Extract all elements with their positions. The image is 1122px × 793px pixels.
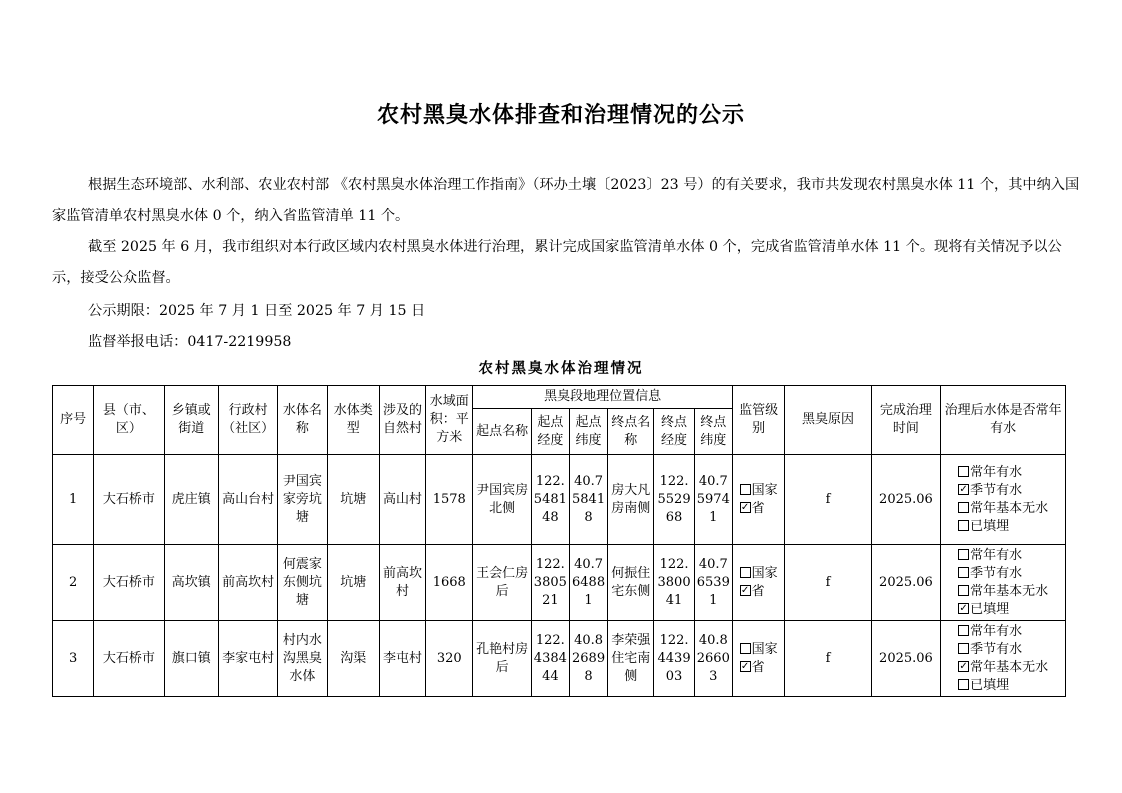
- empty-box-icon: [958, 567, 969, 578]
- level-option: [740, 482, 778, 500]
- header-village: 行政村（社区）: [218, 386, 277, 455]
- status-option: [958, 464, 1048, 482]
- cell-end-lon: 122.380041: [654, 545, 694, 621]
- header-area: 水域面积：平方米: [426, 386, 473, 455]
- status-option: [958, 565, 1048, 583]
- checked-box-icon: [740, 661, 751, 672]
- cell-end-lat: 40.759741: [694, 455, 732, 545]
- status-option: [958, 547, 1048, 565]
- header-end-name: 终点名称: [608, 409, 654, 455]
- status-option: [958, 583, 1048, 601]
- cell-county: 大石桥市: [94, 545, 164, 621]
- cell-village: 李家屯村: [218, 621, 277, 697]
- table-row: [53, 545, 1066, 621]
- status-option: [958, 500, 1048, 518]
- status-option-label: 常年基本无水: [970, 583, 1049, 599]
- header-county: 县（市、区）: [94, 386, 164, 455]
- intro-paragraph: 根据生态环境部、水利部、农业农村部 《农村黑臭水体治理工作指南》（环办土壤〔2023〕23 号）的有关要求，我市共发现农村黑臭水体 11 个，其中纳入国家监管清单农村黑臭水体 0 个，纳入省监管清单 11 个。: [52, 177, 1080, 224]
- status-option: [958, 623, 1048, 641]
- checked-box-icon: [740, 585, 751, 596]
- publicity-period: 公示期限：2025 年 7 月 1 日至 2025 年 7 月 15 日: [88, 303, 426, 319]
- status-option-label: 季节有水: [970, 482, 1023, 498]
- cell-water-type: 沟渠: [327, 621, 379, 697]
- cell-level: [732, 455, 784, 545]
- cell-natural-village: 高山村: [379, 455, 425, 545]
- cell-water-type: 坑塘: [327, 455, 379, 545]
- header-level: 监管级别: [732, 386, 784, 455]
- cell-start-lon: 122.438444: [531, 621, 569, 697]
- empty-box-icon: [958, 502, 969, 513]
- table-title: 农村黑臭水体治理情况: [478, 361, 644, 377]
- status-option-label: 常年有水: [970, 547, 1023, 563]
- cell-town: 虎庄镇: [164, 455, 218, 545]
- status-option-label: 常年有水: [970, 464, 1023, 480]
- cell-area: 1668: [426, 545, 473, 621]
- cell-county: 大石桥市: [94, 455, 164, 545]
- cell-start-name: 王会仁房后: [473, 545, 531, 621]
- cell-cause: f: [785, 545, 872, 621]
- status-option-label: 季节有水: [970, 565, 1023, 581]
- status-option-label: 已填埋: [970, 677, 1010, 693]
- cell-start-name: 孔艳村房后: [473, 621, 531, 697]
- status-option-label: 常年有水: [970, 623, 1023, 639]
- empty-box-icon: [958, 549, 969, 560]
- cell-after-status: [941, 621, 1066, 697]
- level-option-label: 国家: [751, 482, 778, 498]
- empty-box-icon: [740, 643, 751, 654]
- report-phone: 监督举报电话：0417-2219958: [88, 334, 292, 350]
- status-option-label: 常年基本无水: [970, 500, 1049, 516]
- header-water-type: 水体类型: [327, 386, 379, 455]
- status-option-label: 季节有水: [970, 641, 1023, 657]
- status-option-label: 已填埋: [970, 518, 1010, 534]
- cell-cause: f: [785, 455, 872, 545]
- header-start-lat: 起点纬度: [569, 409, 607, 455]
- header-natural-village: 涉及的自然村: [379, 386, 425, 455]
- empty-box-icon: [958, 466, 969, 477]
- header-geo-group: 黑臭段地理位置信息: [473, 386, 733, 409]
- cell-end-name: 房大凡房南侧: [608, 455, 654, 545]
- cell-water-name: 何震家东侧坑塘: [278, 545, 327, 621]
- cell-town: 旗口镇: [164, 621, 218, 697]
- cell-natural-village: 前高坎村: [379, 545, 425, 621]
- header-water-name: 水体名称: [278, 386, 327, 455]
- header-end-lon: 终点经度: [654, 409, 694, 455]
- cell-water-type: 坑塘: [327, 545, 379, 621]
- empty-box-icon: [740, 484, 751, 495]
- level-option-label: 国家: [751, 565, 778, 581]
- cell-after-status: [941, 545, 1066, 621]
- empty-box-icon: [958, 585, 969, 596]
- cell-start-lat: 40.758418: [569, 455, 607, 545]
- cell-cause: f: [785, 621, 872, 697]
- cell-county: 大石桥市: [94, 621, 164, 697]
- cell-finish-time: 2025.06: [871, 621, 940, 697]
- cell-start-lat: 40.764881: [569, 545, 607, 621]
- water-body-table: [52, 385, 1066, 697]
- checked-box-icon: [958, 603, 969, 614]
- cell-town: 高坎镇: [164, 545, 218, 621]
- status-option: [958, 482, 1048, 500]
- cell-end-name: 李荣强住宅南侧: [608, 621, 654, 697]
- level-option-label: 省: [751, 659, 765, 675]
- level-option-label: 省: [751, 500, 765, 516]
- status-option: [958, 518, 1048, 536]
- header-start-lon: 起点经度: [531, 409, 569, 455]
- cell-end-name: 何振住宅东侧: [608, 545, 654, 621]
- table-row: [53, 455, 1066, 545]
- level-option: [740, 583, 778, 601]
- cell-end-lat: 40.826603: [694, 621, 732, 697]
- checked-box-icon: [958, 484, 969, 495]
- empty-box-icon: [958, 625, 969, 636]
- status-option: [958, 641, 1048, 659]
- level-option: [740, 641, 778, 659]
- status-option: [958, 659, 1048, 677]
- cell-start-lon: 122.548148: [531, 455, 569, 545]
- header-after-status: 治理后水体是否常年有水: [941, 386, 1066, 455]
- level-option-label: 国家: [751, 641, 778, 657]
- empty-box-icon: [740, 567, 751, 578]
- header-row: [53, 386, 1066, 409]
- level-option: [740, 500, 778, 518]
- cell-seq: 3: [53, 621, 94, 697]
- cell-water-name: 村内水沟黑臭水体: [278, 621, 327, 697]
- level-option: [740, 659, 778, 677]
- cell-end-lon: 122.552968: [654, 455, 694, 545]
- cell-finish-time: 2025.06: [871, 455, 940, 545]
- table-row: [53, 621, 1066, 697]
- header-cause: 黑臭原因: [785, 386, 872, 455]
- table-body: [53, 455, 1066, 697]
- status-option-label: 常年基本无水: [970, 659, 1049, 675]
- checked-box-icon: [958, 661, 969, 672]
- empty-box-icon: [958, 679, 969, 690]
- cell-seq: 2: [53, 545, 94, 621]
- header-town: 乡镇或街道: [164, 386, 218, 455]
- cell-start-lon: 122.380521: [531, 545, 569, 621]
- empty-box-icon: [958, 520, 969, 531]
- cell-seq: 1: [53, 455, 94, 545]
- header-seq: 序号: [53, 386, 94, 455]
- cell-level: [732, 545, 784, 621]
- status-option: [958, 677, 1048, 695]
- header-end-lat: 终点纬度: [694, 409, 732, 455]
- cell-finish-time: 2025.06: [871, 545, 940, 621]
- header-finish-time: 完成治理时间: [871, 386, 940, 455]
- checked-box-icon: [740, 502, 751, 513]
- cell-end-lat: 40.765391: [694, 545, 732, 621]
- progress-paragraph: 截至 2025 年 6 月，我市组织对本行政区域内农村黑臭水体进行治理，累计完成国家监管清单水体 0 个，完成省监管清单水体 11 个。现将有关情况予以公示，接受公众监督。: [52, 239, 1062, 286]
- cell-level: [732, 621, 784, 697]
- cell-start-lat: 40.826898: [569, 621, 607, 697]
- header-start-name: 起点名称: [473, 409, 531, 455]
- cell-village: 前高坎村: [218, 545, 277, 621]
- status-option-label: 已填埋: [970, 601, 1010, 617]
- document-title: 农村黑臭水体排查和治理情况的公示: [376, 103, 745, 128]
- cell-village: 高山台村: [218, 455, 277, 545]
- cell-area: 1578: [426, 455, 473, 545]
- cell-start-name: 尹国宾房北侧: [473, 455, 531, 545]
- cell-water-name: 尹国宾家旁坑塘: [278, 455, 327, 545]
- cell-after-status: [941, 455, 1066, 545]
- cell-area: 320: [426, 621, 473, 697]
- empty-box-icon: [958, 643, 969, 654]
- level-option: [740, 565, 778, 583]
- cell-natural-village: 李屯村: [379, 621, 425, 697]
- level-option-label: 省: [751, 583, 765, 599]
- cell-end-lon: 122.443903: [654, 621, 694, 697]
- status-option: [958, 601, 1048, 619]
